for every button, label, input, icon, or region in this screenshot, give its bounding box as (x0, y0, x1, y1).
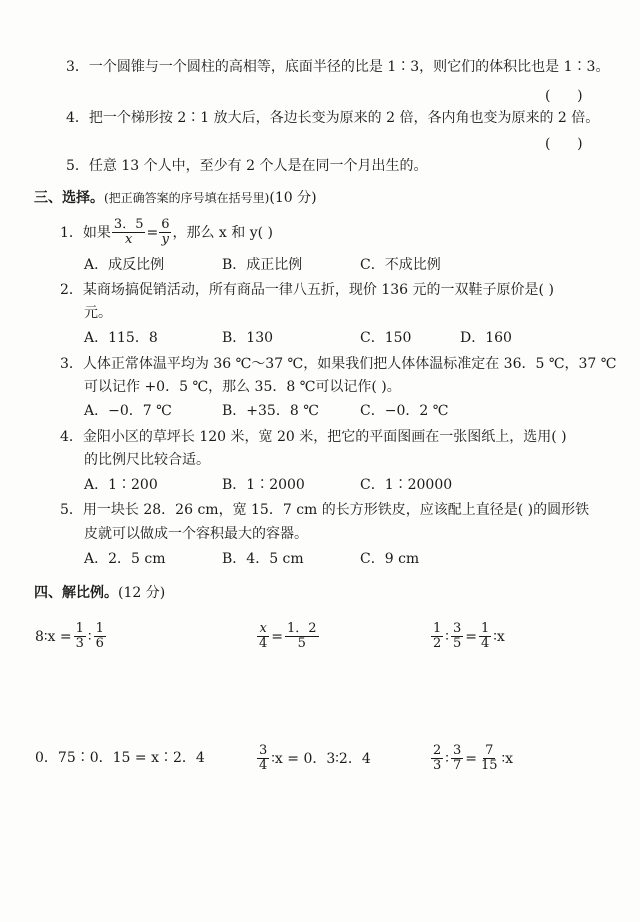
question-text-cont: 皮就可以做成一个容积最大的容器。 (84, 526, 308, 542)
option-c[interactable]: C．不成比例 (360, 257, 441, 273)
question-text: 任意 13 个人中，至少有 2 个人是在同一个月出生的。 (88, 158, 428, 174)
fraction: $\frac{1}{2}$ (433, 621, 442, 651)
judgment-q4 (66, 111, 599, 125)
question-number: 1． (60, 224, 83, 241)
fraction: $\frac{2}{3}$ (433, 743, 442, 773)
choice-q2 (60, 283, 554, 297)
option-a[interactable]: A．1∶200 (84, 477, 158, 493)
question-number: 4． (66, 110, 89, 126)
fraction: $\frac{1}{4}$ (480, 621, 490, 651)
proportion-eq-5: $\frac{3}{4}$ ∶x = 0．3∶2．4 (259, 743, 371, 773)
option-c[interactable]: C．150 (360, 330, 412, 346)
fraction: $\frac{3.5}{x}$ (113, 217, 144, 247)
fraction: $\frac{3}{7}$ (452, 743, 462, 773)
option-d[interactable]: D．160 (460, 330, 512, 346)
equals-sign: = (146, 224, 159, 241)
option-a[interactable]: A．115．8 (84, 330, 158, 346)
fraction: $\frac{6}{y}$ (161, 217, 170, 247)
proportion-eq-1: 8∶x = $\frac{1}{3}$ ∶ $\frac{1}{6}$ (35, 621, 104, 651)
question-prefix: 如果 (82, 224, 111, 241)
section-title: 四、解比例。 (34, 585, 118, 601)
fraction: $\frac{7}{15}$ (480, 743, 498, 773)
option-c[interactable]: C．9 cm (360, 551, 420, 567)
section-title: 三、选择。 (34, 190, 104, 206)
choice-q3 (60, 357, 616, 371)
question-text: 人体正常体温平均为 36 ℃～37 ℃，如果我们把人体体温标准定在 36．5 ℃，37 ℃ (82, 356, 617, 372)
question-text: 把一个梯形按 2∶1 放大后，各边长变为原来的 2 倍，各内角也变为原来的 2 倍。 (88, 110, 600, 126)
option-b[interactable]: B．1∶2000 (222, 477, 305, 493)
question-number: 5． (66, 158, 89, 174)
section-heading (34, 191, 317, 205)
answer-paren[interactable]: ( ) (545, 136, 583, 152)
question-suffix: ，那么 x 和 y( ) (172, 224, 274, 241)
question-text-cont: 可以记作 +0．5 ℃，那么 35．8 ℃可以记作( )。 (84, 379, 401, 395)
question-text: 金阳小区的草坪长 120 米，宽 20 米，把它的平面图画在一张图纸上，选用( ) (82, 429, 567, 445)
fraction: $\frac{x}{4}$ (259, 621, 268, 651)
option-a[interactable]: A．成反比例 (84, 257, 165, 273)
question-text: 一个圆锥与一个圆柱的高相等，底面半径的比是 1∶3，则它们的体积比也是 1∶3。 (88, 59, 610, 75)
fraction: $\frac{3}{4}$ (259, 743, 268, 773)
proportion-eq-3: $\frac{1}{2}$ ∶ $\frac{3}{5}$ = $\frac{1}{4}$ ∶x (433, 621, 505, 651)
judgment-q3 (66, 60, 609, 74)
question-number: 2． (60, 282, 83, 298)
option-b[interactable]: B．130 (222, 330, 274, 346)
section-heading (34, 586, 165, 600)
choice-q4 (60, 430, 567, 444)
fraction: $\frac{1.2}{5}$ (287, 621, 317, 651)
option-c[interactable]: C．1∶20000 (360, 477, 453, 493)
question-number: 3． (60, 356, 83, 372)
judgment-q5 (66, 159, 427, 173)
section-score: (12 分) (118, 585, 166, 601)
question-number: 3． (66, 59, 89, 75)
section-instruction: (把正确答案的序号填在括号里) (104, 191, 270, 205)
question-text: 用一块长 28．26 cm，宽 15．7 cm 的长方形铁皮，应该配上直径是( )的圆形铁 (82, 502, 590, 518)
option-a[interactable]: A．2．5 cm (84, 551, 166, 567)
question-number: 5． (60, 502, 83, 518)
proportion-eq-6: $\frac{2}{3}$ ∶ $\frac{3}{7}$ = $\frac{7}{15}$ ∶x (433, 743, 514, 773)
question-text-cont: 元。 (84, 305, 112, 321)
option-c[interactable]: C．−0．2 ℃ (360, 403, 449, 419)
question-text-cont: 的比例尺比较合适。 (84, 452, 210, 468)
option-b[interactable]: B．成正比例 (222, 257, 303, 273)
proportion-eq-2: $\frac{x}{4}$ = $\frac{1.2}{5}$ (259, 621, 317, 651)
option-b[interactable]: B．4．5 cm (222, 551, 304, 567)
option-b[interactable]: B．+35．8 ℃ (222, 403, 319, 419)
choice-q1 (60, 218, 273, 247)
question-number: 4． (60, 429, 83, 445)
section-score: (10 分) (269, 190, 317, 206)
answer-paren[interactable]: ( ) (545, 88, 583, 104)
choice-q5 (60, 503, 589, 517)
option-a[interactable]: A．−0．7 ℃ (84, 403, 172, 419)
proportion-eq-4: 0．75∶0．15 = x∶2．4 (35, 750, 205, 766)
fraction: $\frac{1}{6}$ (95, 621, 104, 651)
fraction: $\frac{3}{5}$ (452, 621, 462, 651)
question-text: 某商场搞促销活动，所有商品一律八五折，现价 136 元的一双鞋子原价是( ) (82, 282, 554, 298)
fraction: $\frac{1}{3}$ (75, 621, 84, 651)
